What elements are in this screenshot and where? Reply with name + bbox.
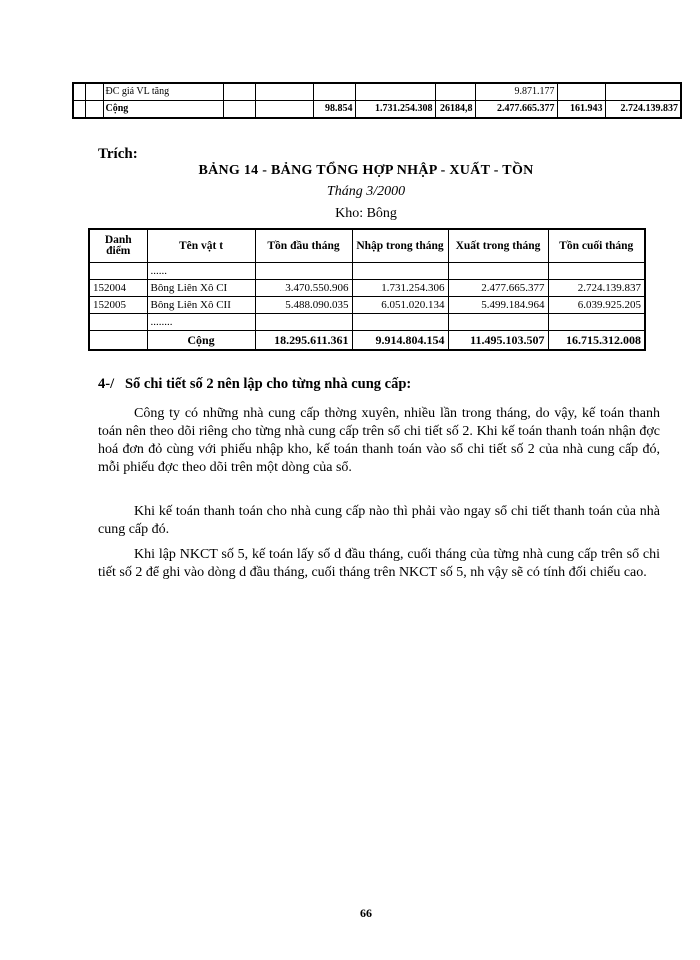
qty-end	[557, 83, 605, 101]
cell-close	[548, 263, 645, 280]
row-label: Cộng	[103, 101, 223, 119]
cell-in	[352, 314, 448, 331]
table-row-total	[73, 101, 681, 119]
header-open: Tồn đầu tháng	[255, 229, 352, 263]
total-close: 16.715.312.008	[548, 331, 645, 351]
table-row	[89, 280, 645, 297]
val-out: 9.871.177	[475, 83, 557, 101]
val-in	[355, 83, 435, 101]
section-heading: 4-/ Sổ chi tiết số 2 nên lập cho từng nhà cung cấp:	[98, 376, 412, 392]
qty-out	[435, 83, 475, 101]
cell-open	[255, 263, 352, 280]
paragraph: Công ty có những nhà cung cấp thờng xuyên, nhiều lần trong tháng, do vậy, kế toán thanh toán nên theo dõi riêng cho từng nhà cung cấp trên sổ chi tiết số 2. Khi kế toán thanh toán nhận đợc hoá đơn đỏ cùng với phiếu nhập kho, kế toán thanh toán vào sổ chi tiết số 2 của nhà cung cấp đó, mỗi phiếu đợc theo dõi trên một dòng của sổ.	[98, 406, 660, 475]
table-row	[89, 263, 645, 280]
cell-open	[255, 314, 352, 331]
cell-code	[89, 314, 147, 331]
row-label: ĐC giá VL tăng	[103, 83, 223, 101]
cell-out	[448, 263, 548, 280]
header-out: Xuất trong tháng	[448, 229, 548, 263]
store-label: Kho: Bông	[335, 206, 397, 221]
qty-in: 98.854	[313, 101, 355, 119]
total-out: 11.495.103.507	[448, 331, 548, 351]
val-out: 2.477.665.377	[475, 101, 557, 119]
qty-out: 26184,8	[435, 101, 475, 119]
table-row	[89, 314, 645, 331]
cell-out	[448, 314, 548, 331]
cell-in: 6.051.020.134	[352, 297, 448, 314]
cell-close: 6.039.925.205	[548, 297, 645, 314]
summary-table	[88, 228, 646, 351]
header-in: Nhập trong tháng	[352, 229, 448, 263]
cell-name: ........	[147, 314, 255, 331]
qty-end: 161.943	[557, 101, 605, 119]
table-subtitle: Tháng 3/2000	[326, 184, 406, 199]
cell-in	[352, 263, 448, 280]
cell-close: 2.724.139.837	[548, 280, 645, 297]
paragraph: Khi lập NKCT số 5, kế toán lấy số d đầu tháng, cuối tháng của từng nhà cung cấp trên sổ chi tiết số 2 để ghi vào dòng d đầu tháng, cuối tháng trên NKCT số 5, nh vậy sẽ có tính đối chiếu cao.	[98, 547, 660, 580]
extract-label: Trích:	[98, 146, 138, 162]
cell-open: 5.488.090.035	[255, 297, 352, 314]
cell-out: 5.499.184.964	[448, 297, 548, 314]
qty-in	[313, 83, 355, 101]
page-number: 66	[360, 906, 372, 920]
header-code: Danh điểm	[89, 229, 147, 263]
cell-name: Bông Liên Xô CII	[147, 297, 255, 314]
cell-close	[548, 314, 645, 331]
val-end: 2.724.139.837	[605, 101, 681, 119]
cell-open: 3.470.550.906	[255, 280, 352, 297]
cell-code: 152005	[89, 297, 147, 314]
val-in: 1.731.254.308	[355, 101, 435, 119]
table-row	[89, 297, 645, 314]
cell-name: Bông Liên Xô CI	[147, 280, 255, 297]
total-label: Cộng	[147, 331, 255, 351]
total-open: 18.295.611.361	[255, 331, 352, 351]
table-header-row	[89, 229, 645, 263]
cell-in: 1.731.254.306	[352, 280, 448, 297]
header-close: Tồn cuối tháng	[548, 229, 645, 263]
cell-code	[89, 263, 147, 280]
cell-out: 2.477.665.377	[448, 280, 548, 297]
table-row-total	[89, 331, 645, 351]
header-name: Tên vật t	[147, 229, 255, 263]
val-end	[605, 83, 681, 101]
continuation-table	[72, 82, 682, 119]
table-title: BẢNG 14 - BẢNG TỔNG HỢP NHẬP - XUẤT - TỒN	[198, 163, 534, 178]
cell-name: ......	[147, 263, 255, 280]
paragraph: Khi kế toán thanh toán cho nhà cung cấp nào thì phải vào ngay sổ chi tiết thanh toán của nhà cung cấp đó.	[98, 504, 660, 537]
table-row	[73, 83, 681, 101]
total-in: 9.914.804.154	[352, 331, 448, 351]
cell-code: 152004	[89, 280, 147, 297]
